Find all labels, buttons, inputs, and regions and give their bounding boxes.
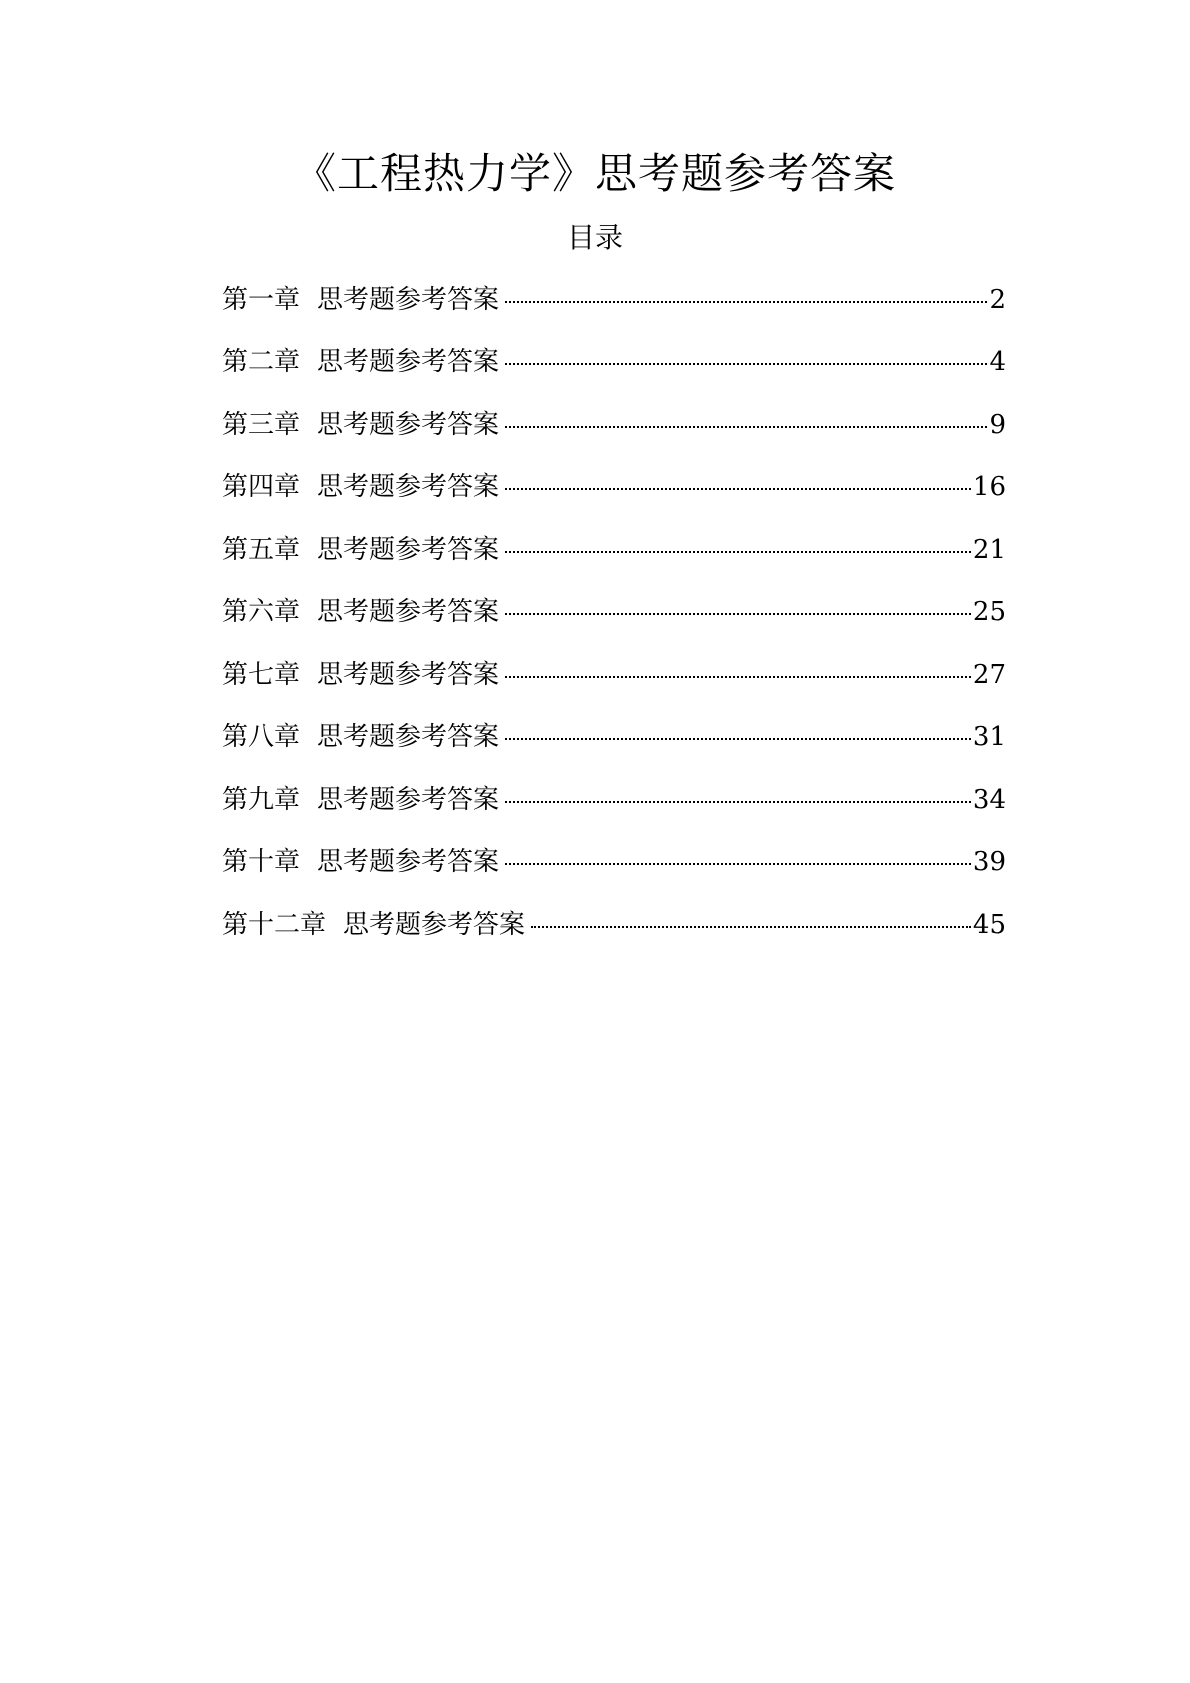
toc-entry-chapter-1[interactable] — [222, 280, 1006, 342]
toc-entry-page-number: 39 — [972, 847, 1006, 878]
toc-entry-label — [222, 530, 499, 570]
toc-entry-chapter: 第八章 — [222, 722, 301, 753]
toc-entry-chapter: 第二章 — [222, 347, 301, 378]
toc-entry-label — [222, 342, 499, 382]
toc-entry-label — [222, 842, 499, 882]
toc-entry-chapter-3[interactable] — [222, 405, 1006, 467]
toc-entry-title: 思考题参考答案 — [317, 784, 500, 815]
toc-entry-chapter-12[interactable] — [222, 905, 1006, 968]
dot-leader — [505, 676, 971, 678]
toc-entry-chapter: 第三章 — [222, 409, 301, 440]
toc-entry-chapter: 第十二章 — [222, 909, 327, 940]
toc-entry-title: 思考题参考答案 — [317, 596, 500, 627]
toc-entry-chapter-6[interactable] — [222, 592, 1006, 655]
toc-entry-label — [222, 717, 499, 757]
toc-entry-page-number: 31 — [972, 722, 1006, 753]
dot-leader — [505, 301, 987, 303]
toc-entry-title: 思考题参考答案 — [317, 409, 500, 440]
toc-entry-page-number: 45 — [972, 909, 1006, 940]
toc-entry-chapter: 第五章 — [222, 534, 301, 565]
toc-entry-chapter-9[interactable] — [222, 780, 1006, 843]
table-of-contents — [222, 280, 1006, 968]
dot-leader — [531, 926, 971, 928]
toc-entry-chapter-2[interactable] — [222, 342, 1006, 404]
toc-entry-chapter: 第六章 — [222, 596, 301, 627]
toc-entry-chapter: 第九章 — [222, 784, 301, 815]
dot-leader — [505, 551, 971, 553]
toc-entry-page-number: 21 — [972, 534, 1006, 565]
toc-entry-title: 思考题参考答案 — [317, 847, 500, 878]
toc-entry-page-number: 16 — [972, 472, 1006, 503]
document-title: 《工程热力学》思考题参考答案 — [293, 149, 896, 198]
toc-entry-page-number: 25 — [972, 596, 1006, 627]
toc-entry-page-number: 34 — [972, 784, 1006, 815]
dot-leader — [505, 613, 971, 615]
toc-entry-title: 思考题参考答案 — [343, 909, 526, 940]
dot-leader — [505, 363, 987, 365]
toc-heading: 目录 — [566, 221, 623, 254]
toc-entry-chapter-4[interactable] — [222, 467, 1006, 529]
toc-entry-label — [222, 655, 499, 695]
toc-entry-page-number: 2 — [989, 285, 1006, 315]
toc-entry-chapter: 第四章 — [222, 472, 301, 503]
toc-entry-label — [222, 405, 499, 445]
toc-entry-chapter-8[interactable] — [222, 717, 1006, 780]
toc-entry-chapter-5[interactable] — [222, 530, 1006, 592]
toc-entry-label — [222, 905, 525, 945]
toc-entry-chapter: 第一章 — [222, 285, 301, 315]
dot-leader — [505, 738, 971, 740]
dot-leader — [505, 488, 971, 490]
toc-entry-chapter: 第七章 — [222, 659, 301, 690]
toc-entry-title: 思考题参考答案 — [317, 472, 500, 503]
toc-entry-title: 思考题参考答案 — [317, 534, 500, 565]
toc-entry-title: 思考题参考答案 — [317, 722, 500, 753]
toc-entry-chapter-10[interactable] — [222, 842, 1006, 905]
toc-entry-title: 思考题参考答案 — [317, 659, 500, 690]
toc-entry-title: 思考题参考答案 — [317, 285, 500, 315]
toc-entry-chapter: 第十章 — [222, 847, 301, 878]
toc-entry-page-number: 27 — [972, 659, 1006, 690]
dot-leader — [505, 801, 971, 803]
dot-leader — [505, 863, 971, 865]
toc-entry-label — [222, 467, 499, 507]
dot-leader — [505, 426, 987, 428]
toc-entry-label — [222, 592, 499, 632]
toc-entry-chapter-7[interactable] — [222, 655, 1006, 718]
toc-entry-label — [222, 280, 499, 320]
toc-entry-page-number: 9 — [989, 409, 1006, 440]
toc-entry-title: 思考题参考答案 — [317, 347, 500, 378]
toc-entry-label — [222, 780, 499, 820]
toc-entry-page-number: 4 — [989, 347, 1006, 378]
